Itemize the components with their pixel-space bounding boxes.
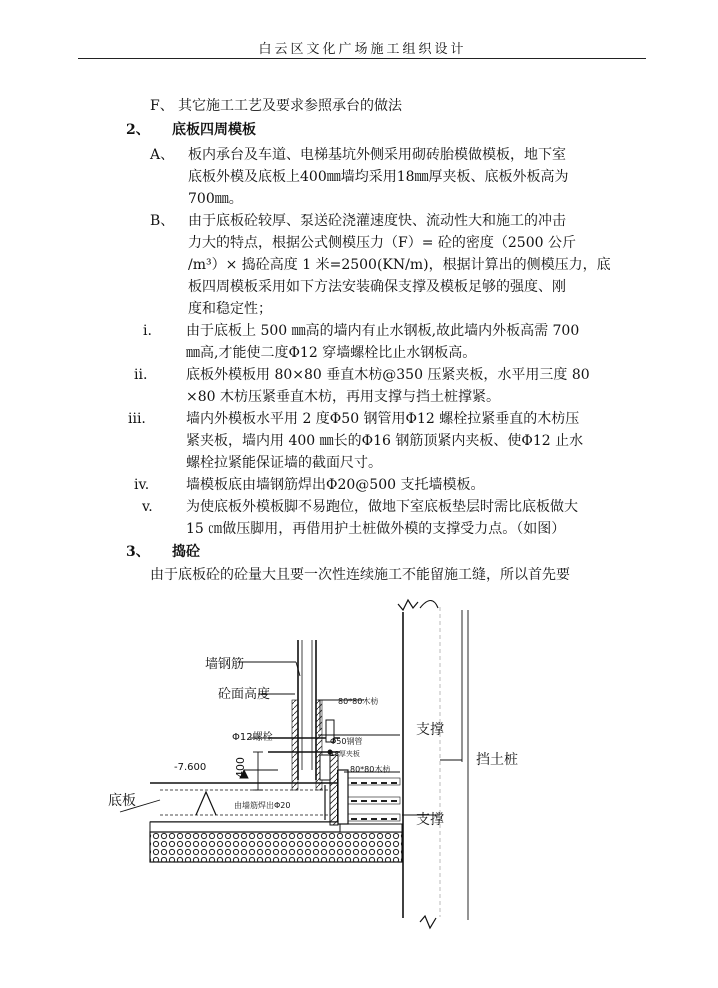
label-bolt: Φ12螺栓: [232, 732, 273, 743]
item-b-line: 力大的特点，根据公式侧模压力（F）= 砼的密度（2500 公斤: [188, 235, 576, 251]
label-weld: 由墙筋焊出Φ20: [234, 801, 291, 810]
section-3-title: 捣砼: [172, 544, 200, 560]
item-iii-line: 紧夹板，墙内用 400 ㎜长的Φ16 钢筋顶紧内夹板、使Φ12 止水: [186, 433, 584, 449]
label-support-top: 支撑: [416, 722, 444, 738]
item-i-line: 由于底板上 500 ㎜高的墙内有止水钢板,故此墙内外板高需 700: [186, 323, 580, 339]
item-iii-line: 螺栓拉紧能保证墙的截面尺寸。: [186, 455, 382, 471]
label-concrete-height: 砼面高度: [218, 687, 271, 702]
item-iv-text: 墙模板底由墙钢筋焊出Φ20@500 支托墙模板。: [186, 477, 485, 493]
section-3-number: 3、: [126, 544, 150, 560]
label-400: 400: [234, 757, 247, 778]
item-b-line: 由于底板砼较厚、泵送砼浇灌速度快、流动性大和施工的冲击: [188, 213, 566, 229]
label-wall-rebar: 墙钢筋: [205, 657, 245, 672]
item-ii-marker: ii.: [134, 367, 148, 383]
section-3-text: 由于底板砼的砼量大且要一次性连续施工不能留施工缝，所以首先要: [150, 567, 570, 583]
item-a-line: 700㎜。: [188, 191, 243, 207]
item-a-line: 板内承台及车道、电梯基坑外侧采用砌砖胎模做模板，地下室: [188, 147, 566, 163]
label-elevation: -7.600: [174, 762, 207, 773]
item-v-line: 15 ㎝做压脚用，再借用护土桩做外模的支撑受力点。（如图）: [186, 521, 566, 537]
item-a-line: 底板外模及底板上400㎜墙均采用18㎜厚夹板、底板外板高为: [188, 169, 569, 185]
base-slab: [150, 770, 338, 830]
section-2-number: 2、: [126, 122, 150, 138]
item-iii-line: 墙内外模板水平用 2 度Φ50 钢管用Φ12 螺栓拉紧垂直的木枋压: [186, 411, 580, 427]
item-b-line: 度和稳定性；: [188, 301, 272, 317]
label-slab: 底板: [108, 793, 136, 809]
item-b-line: 板四周模板采用如下方法安装确保支撑及模板足够的强度、刚: [188, 279, 566, 295]
item-a-marker: A、: [150, 147, 175, 163]
item-f-text: 其它施工工艺及要求参照承台的做法: [178, 98, 402, 114]
label-pipe: Φ50钢管: [330, 737, 363, 746]
item-v-line: 为使底板外模板脚不易跑位，做地下室底板垫层时需比底板做大: [186, 499, 578, 515]
item-f-marker: F、: [150, 98, 174, 114]
item-ii-line: ×80 木枋压紧垂直木枋，再用支撑与挡土桩撑紧。: [186, 389, 500, 405]
label-timber-mid: 80*80木枋: [350, 765, 391, 774]
cushion-layer: [150, 822, 340, 832]
retaining-pile: [398, 600, 440, 928]
label-plywood: 18厚夹板: [330, 750, 360, 758]
item-v-marker: v.: [142, 499, 153, 515]
gravel-foundation: [150, 832, 402, 862]
label-support-bottom: 支撑: [416, 812, 444, 828]
item-b-line: /m³）× 捣砼高度 1 米=2500(KN/m)，根据计算出的侧模压力，底: [188, 257, 611, 273]
item-b-marker: B、: [150, 213, 175, 229]
item-ii-line: 底板外模板用 80×80 垂直木枋@350 压紧夹板，水平用三度 80: [186, 367, 590, 383]
item-i-line: ㎜高,才能使二度Φ12 穿墙螺栓比止水钢板高。: [186, 345, 477, 361]
label-timber-top: 80*80木枋: [338, 697, 379, 706]
section-2-title: 底板四周模板: [172, 122, 256, 138]
item-i-marker: i.: [143, 323, 152, 339]
item-iii-marker: iii.: [128, 411, 146, 427]
item-iv-marker: iv.: [134, 477, 150, 493]
page-header-title: 白云区文化广场施工组织设计: [258, 42, 467, 57]
label-pile: 挡土桩: [476, 752, 518, 768]
